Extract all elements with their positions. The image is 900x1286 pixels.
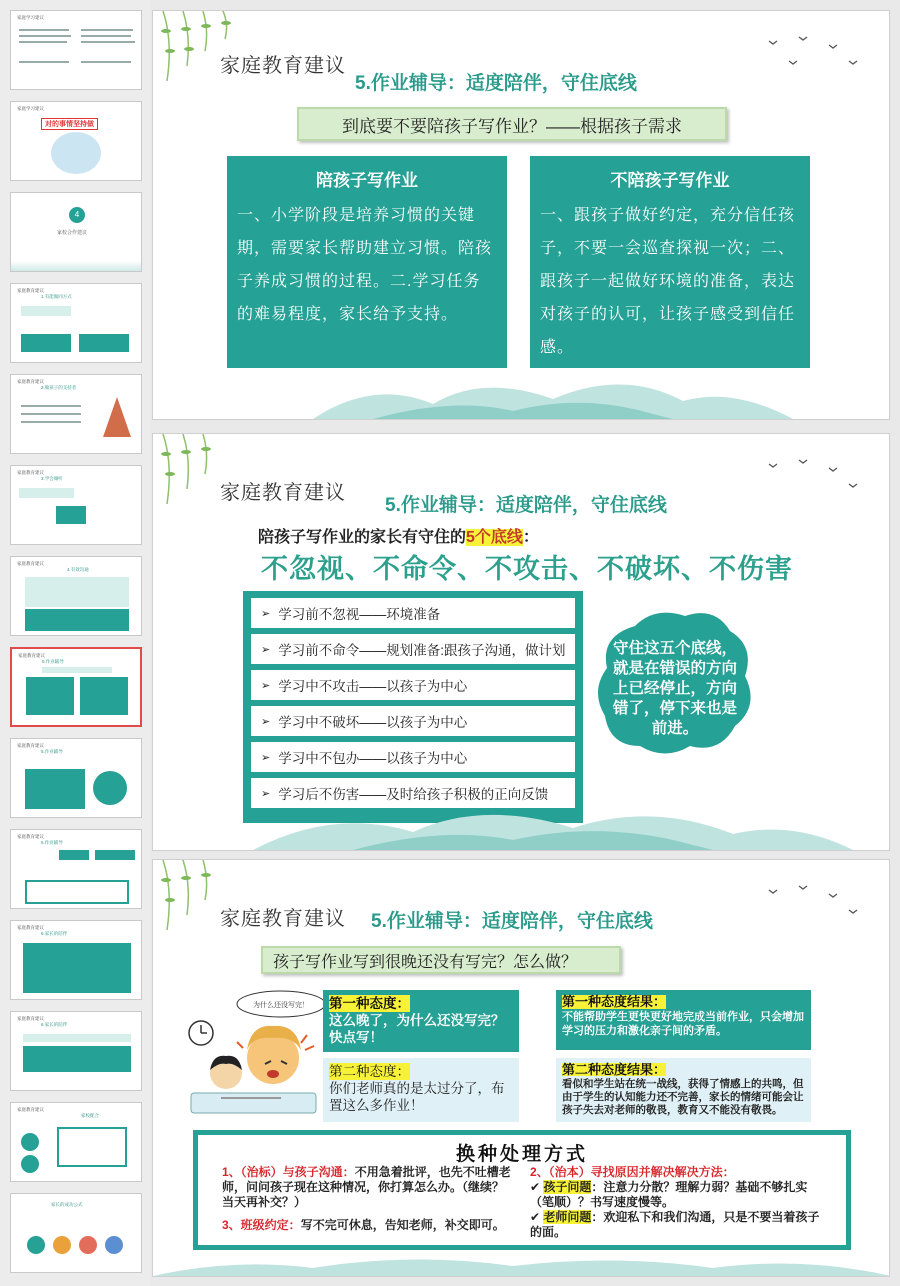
thumb-heading: 家校配合	[81, 1113, 99, 1118]
thumb-heading: 5.作业辅导	[41, 840, 63, 845]
thumbnail-12[interactable]	[10, 1011, 142, 1091]
rules-list	[243, 591, 583, 823]
thumb-title: 家庭教育建议	[17, 288, 44, 293]
mountains-decoration	[153, 790, 890, 850]
result-text: 看似和学生站在统一战线，获得了情感上的共鸣，但由于学生的认知能力还不完善，家长的情绪可能会让孩子失去对老师的敬畏，教育又不能没有敬畏。	[562, 1078, 804, 1116]
thumb-heading: 2.做孩子的支持者	[41, 385, 77, 390]
attitude-text: 你们老师真的是太过分了，布置这么多作业！	[329, 1081, 505, 1113]
thumb-heading: 4	[69, 207, 85, 223]
thumbnail-6[interactable]	[10, 465, 142, 545]
thumb-heading: 3.学会倾听	[41, 476, 63, 481]
thumb-title: 家庭教育建议	[17, 1016, 44, 1021]
thumb-heading: 5.作业辅导	[41, 749, 63, 754]
arrow-icon: ➢	[261, 787, 271, 800]
birds-decoration	[759, 31, 869, 81]
box-heading: 不陪孩子写作业	[610, 171, 730, 190]
thumbnail-7[interactable]	[10, 556, 142, 636]
cause-label: 老师问题	[543, 1210, 592, 1224]
thumbnail-14[interactable]	[10, 1193, 142, 1273]
thumb-heading: 6.家长的陪伴	[41, 1022, 68, 1027]
result-text: 不能帮助学生更快更好地完成当前作业，只会增加学习的压力和激化亲子间的矛盾。	[562, 1011, 804, 1037]
thumbnail-13[interactable]	[10, 1102, 142, 1182]
list-item	[251, 598, 575, 628]
arrow-icon: ➢	[261, 643, 271, 656]
mountains-decoration	[153, 1248, 890, 1276]
slide-subtitle: 5.作业辅导：适度陪伴，守住底线	[385, 495, 667, 516]
thumb-heading: 5.作业辅导	[42, 659, 64, 664]
list-item	[251, 742, 575, 772]
five-rules-headline: 不忽视、不命令、不攻击、不破坏、不伤害	[261, 554, 793, 584]
question-banner: 到底要不要陪孩子写作业？——根据孩子需求	[297, 107, 727, 141]
first-result-box	[556, 990, 811, 1050]
thumbnail-11[interactable]	[10, 920, 142, 1000]
birds-decoration	[759, 454, 869, 504]
check-icon: ✔	[530, 1210, 541, 1224]
thumb-title: 家庭教育建议	[17, 743, 44, 748]
cause-child	[530, 1180, 830, 1210]
thumb-title: 家庭教育建议	[17, 379, 44, 384]
thumbnail-10[interactable]	[10, 829, 142, 909]
cause-text: ：注意力分散？理解力弱？基础不够扎实（笔顺）？书写速度慢等。	[530, 1180, 808, 1209]
approach-text: 不用急着批评，也先不吐槽老师，问问孩子现在这种情况，你打算怎么办。（继续？当天再补交？）	[222, 1165, 511, 1209]
box-body: 一、跟孩子做好约定，充分信任孩子，不要一会巡查探视一次；二、跟孩子一起做好环境的准备，表达对孩子的认可，让孩子感受到信任感。	[540, 207, 796, 356]
box-body: 一、小学阶段是培养习惯的关键期，需要家长帮助建立习惯。陪孩子养成习惯的过程。二.学习任务的难易程度，家长给予支持。	[237, 207, 493, 323]
thumb-title: 家庭学习建议	[17, 106, 44, 111]
attitude-label: 第二种态度：	[329, 1064, 410, 1079]
slide-title: 家庭教育建议	[220, 55, 346, 77]
mountains-decoration	[153, 359, 890, 419]
list-item-text: 学习中不攻击——以孩子为中心	[278, 679, 468, 694]
accompany-box	[227, 156, 507, 368]
first-attitude-box	[323, 990, 519, 1052]
second-attitude-box	[323, 1058, 519, 1122]
thumbnail-3[interactable]	[10, 192, 142, 272]
thumbnail-1[interactable]	[10, 10, 142, 90]
approach-3	[222, 1218, 512, 1233]
thumb-title: 家庭教育建议	[17, 470, 44, 475]
thumb-heading: 4.有效沟通	[67, 567, 89, 572]
slide-subtitle: 5.作业辅导：适度陪伴，守住底线	[371, 911, 653, 932]
thumbnail-8-active[interactable]	[10, 647, 142, 727]
cause-text: ：欢迎私下和我们沟通，只是不要当着孩子的面。	[530, 1210, 820, 1239]
slide-2	[152, 433, 890, 851]
thumbnail-5[interactable]	[10, 374, 142, 454]
question-banner: 孩子写作业写到很晚还没有写完？怎么做？	[261, 946, 621, 974]
approach-head: 1、（治标）与孩子沟通：	[222, 1165, 355, 1179]
cloud-text: 守住这五个底线，就是在错误的方向上已经停止，方向错了，停下来也是前进。	[612, 640, 737, 737]
slide-title: 家庭教育建议	[220, 482, 346, 504]
right-column	[530, 1165, 830, 1240]
speech-bubble-text: 为什么还没写完！	[253, 1001, 309, 1009]
second-result-box	[556, 1058, 811, 1122]
thumb-title: 家庭教育建议	[17, 834, 44, 839]
bottom-lines-lead	[258, 524, 539, 547]
list-item-text: 学习前不命令——规划准备:跟孩子沟通，做计划	[278, 643, 566, 658]
arrow-icon: ➢	[261, 751, 271, 764]
lead-colon: ：	[522, 529, 539, 546]
list-item-text: 学习前不忽视——环境准备	[278, 607, 441, 622]
thumb-title: 家庭教育建议	[18, 653, 45, 658]
thumbnail-9[interactable]	[10, 738, 142, 818]
thumb-title: 家校合作建议	[57, 230, 88, 236]
frame-title: 换种处理方式	[455, 1144, 588, 1165]
lead-highlight: 5个底线	[466, 529, 523, 546]
result-label: 第一种态度结果：	[562, 994, 667, 1009]
list-item	[251, 706, 575, 736]
list-item-text: 学习中不破坏——以孩子为中心	[278, 715, 468, 730]
list-item-text: 学习中不包办——以孩子为中心	[278, 751, 468, 766]
arrow-icon: ➢	[261, 679, 271, 692]
slide-title: 家庭教育建议	[220, 908, 346, 930]
thumb-title: 家庭教育建议	[17, 925, 44, 930]
box-heading: 陪孩子写作业	[316, 171, 418, 190]
attitude-label: 第一种态度：	[329, 996, 410, 1011]
arrow-icon: ➢	[261, 715, 271, 728]
alternative-approach-frame	[193, 1130, 851, 1250]
arrow-icon: ➢	[261, 607, 271, 620]
thumb-heading: 家长的成功公式	[51, 1202, 83, 1207]
list-item-text: 学习后不伤害——及时给孩子积极的正向反馈	[278, 787, 549, 802]
slide-3	[152, 859, 890, 1277]
left-column	[222, 1165, 512, 1233]
cause-teacher	[530, 1210, 830, 1240]
slide-1	[152, 10, 890, 420]
thumb-title: 家庭学习建议	[17, 15, 44, 20]
slide-thumbnail-rail[interactable]	[0, 0, 150, 1286]
result-label: 第二种态度结果：	[562, 1062, 667, 1077]
thumb-heading: 6.家长的陪伴	[41, 931, 68, 936]
approach-text: 写不完可休息，告知老师，补交即可。	[300, 1218, 505, 1232]
thumbnail-2[interactable]	[10, 101, 142, 181]
cause-label: 孩子问题	[543, 1180, 592, 1194]
thumb-title: 家庭教育建议	[17, 561, 44, 566]
list-item	[251, 670, 575, 700]
list-item	[251, 634, 575, 664]
lead-text: 陪孩子写作业的家长有守住的	[258, 529, 467, 546]
cartoon-illustration	[181, 988, 326, 1123]
thumb-title: 家庭教育建议	[17, 1107, 44, 1112]
birds-decoration	[759, 880, 869, 930]
attitude-text: 这么晚了，为什么还没写完？快点写！	[329, 1013, 505, 1045]
not-accompany-box	[530, 156, 810, 368]
check-icon: ✔	[530, 1180, 541, 1194]
slide-subtitle: 5.作业辅导：适度陪伴，守住底线	[355, 73, 637, 94]
thumbnail-4[interactable]	[10, 283, 142, 363]
thumb-heading: 对的事情坚持做	[41, 118, 98, 130]
approach-head: 2、（治本）寻找原因并解决解决方法：	[530, 1165, 735, 1179]
approach-head: 3、班级约定：	[222, 1218, 301, 1232]
approach-1	[222, 1165, 512, 1210]
thumb-heading: 1.有能做同方式	[41, 294, 72, 299]
